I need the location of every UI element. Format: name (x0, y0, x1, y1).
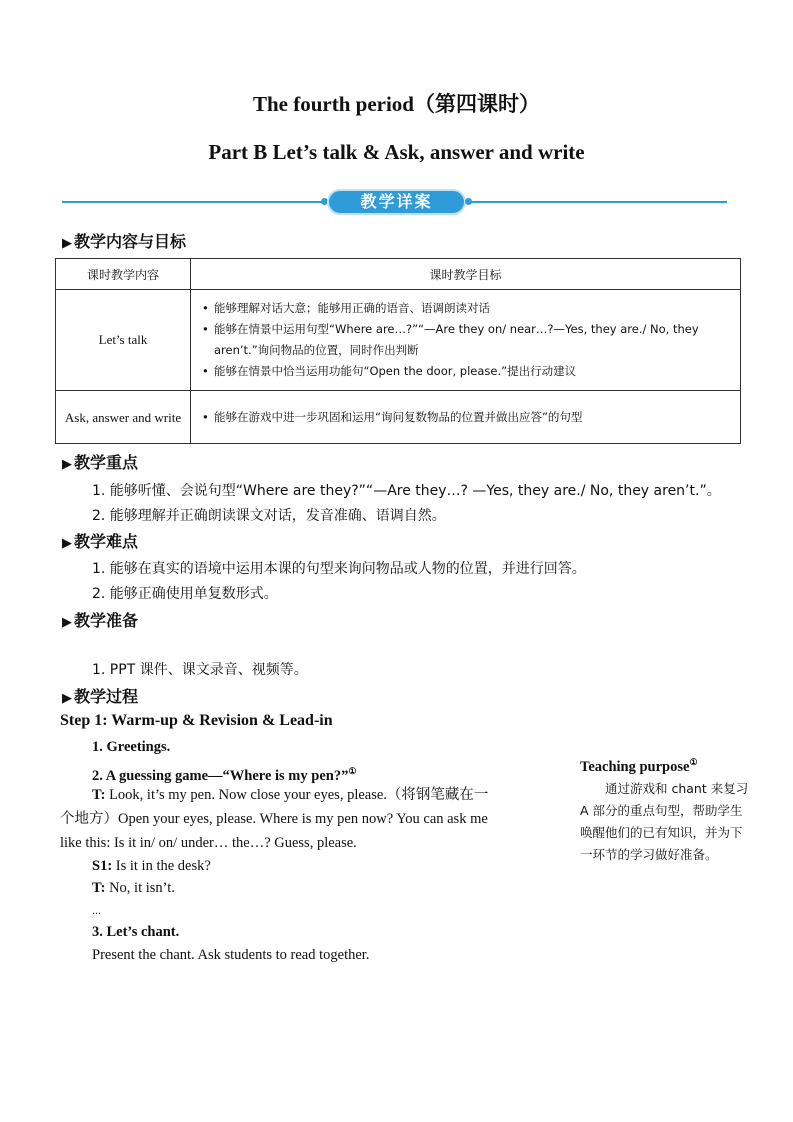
greetings-item: 1. Greetings. (92, 739, 171, 755)
dialogue-line: T: Look, it’s my pen. Now close your eyes, please.（将钢笔藏在一 (92, 787, 489, 803)
banner-line-left (62, 201, 324, 203)
difficulty-item: 1. 能够在真实的语境中运用本课的句型来询问物品或人物的位置，并进行回答。 (92, 561, 586, 577)
section-heading-goals: ▶ 教学内容与目标 (62, 232, 187, 251)
triangle-icon: ▶ (62, 691, 72, 706)
page-subtitle: Part B Let’s talk & Ask, answer and write (208, 140, 585, 164)
speaker-label: T: (92, 787, 106, 803)
dialogue-line: T: No, it isn’t. (92, 880, 175, 896)
chant-text: Present the chant. Ask students to read together. (92, 947, 370, 963)
table-row-goals (191, 391, 741, 444)
triangle-icon: ▶ (62, 615, 72, 630)
dialogue-line: like this: Is it in/ on/ under… the…? Guess, please. (60, 835, 357, 851)
key-point-item: 2. 能够理解并正确朗读课文对话，发音准确、语调自然。 (92, 508, 446, 524)
goal-bullet: • 能够在游戏中进一步巩固和运用“询问复数物品的位置并做出应答”的句型 (202, 407, 731, 428)
table-row (56, 391, 741, 444)
triangle-icon: ▶ (62, 236, 72, 251)
table-row (56, 290, 741, 391)
goal-bullet: • 能够在情景中恰当运用功能句“Open the door, please.”提出行动建议 (202, 361, 731, 382)
table-row-label: Ask, answer and write (56, 391, 191, 444)
goals-table (55, 258, 741, 444)
table-header-row (56, 259, 741, 290)
section-heading-key-points: ▶ 教学重点 (62, 453, 139, 472)
triangle-icon: ▶ (62, 536, 72, 551)
footnote-marker: ① (348, 766, 357, 776)
section-heading-preparation: ▶ 教学准备 (62, 611, 139, 630)
banner-badge: 教学详案 (327, 189, 466, 215)
difficulty-item: 2. 能够正确使用单复数形式。 (92, 586, 278, 602)
sidebar-heading: Teaching purpose① (580, 757, 698, 775)
table-row-goals (191, 290, 741, 391)
sidebar-text: 通过游戏和 chant 来复习 A 部分的重点句型，帮助学生唤醒他们的已有知识，并为下一环节的学习做好准备。 (580, 781, 749, 862)
chant-title: 3. Let’s chant. (92, 924, 180, 940)
key-point-item: 1. 能够听懂、会说句型“Where are they?”“—Are they…? —Yes, they are./ No, they aren’t.”。 (92, 483, 721, 499)
game-title: 2. A guessing game—“Where is my pen?”① (92, 766, 357, 784)
table-header-content: 课时教学内容 (56, 259, 191, 290)
ellipsis: ... (92, 903, 101, 917)
dialogue-line: S1: Is it in the desk? (92, 858, 211, 874)
goal-bullet: • 能够理解对话大意；能够用正确的语音、语调朗读对话 (202, 298, 731, 319)
step-title: Step 1: Warm-up & Revision & Lead-in (60, 712, 333, 729)
goal-bullet: • 能够在情景中运用句型“Where are…?”“—Are they on/ near…?—Yes, they are./ No, they aren’t.”询问物品的位置，同时作出判断 (202, 319, 731, 361)
speaker-label: T: (92, 880, 106, 896)
triangle-icon: ▶ (62, 457, 72, 472)
speaker-label: S1: (92, 858, 113, 874)
dialogue-line: 个地方）Open your eyes, please. Where is my pen now? You can ask me (60, 811, 488, 827)
section-heading-difficulties: ▶ 教学难点 (62, 532, 139, 551)
banner-line-right (470, 201, 727, 203)
page-title: The fourth period（第四课时） (252, 92, 540, 116)
table-row-label: Let’s talk (56, 290, 191, 391)
table-header-goals: 课时教学目标 (191, 259, 741, 290)
section-heading-process: ▶ 教学过程 (62, 687, 139, 706)
footnote-marker: ① (689, 757, 698, 767)
preparation-item: 1. PPT 课件、课文录音、视频等。 (92, 662, 308, 678)
